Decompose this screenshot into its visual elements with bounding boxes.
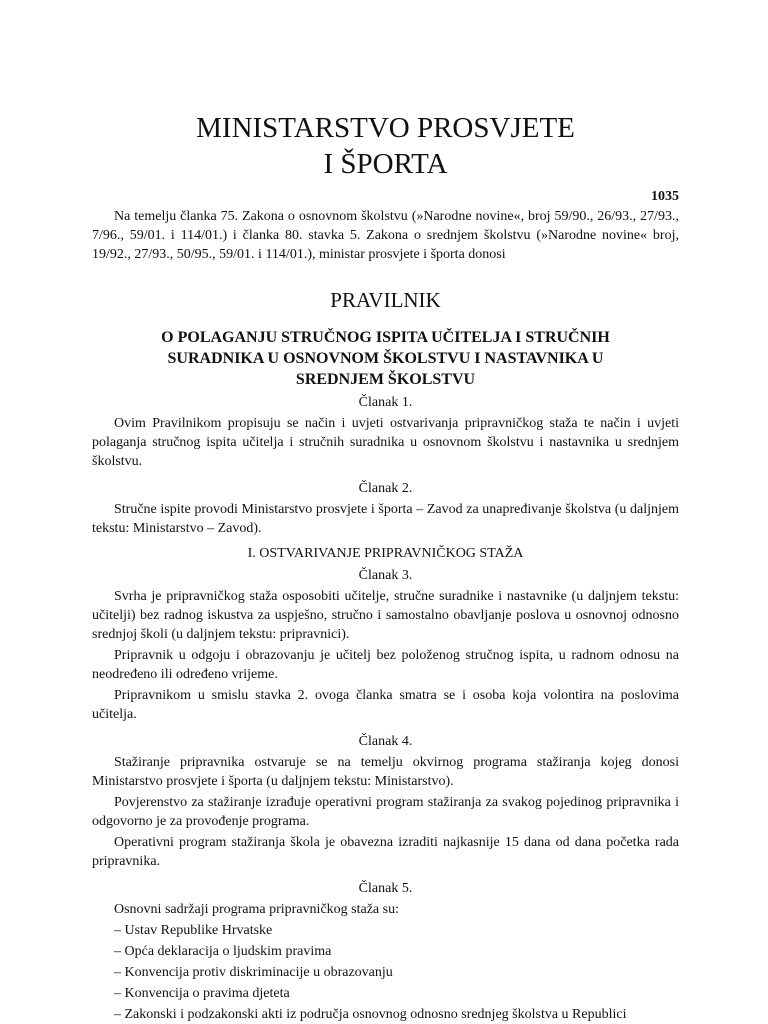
- article-2-heading: Članak 2.: [358, 481, 413, 496]
- regulation-subtitle-line2: SURADNIKA U OSNOVNOM ŠKOLSTVU I NASTAVNIKA U: [167, 350, 604, 367]
- document-number: 1035: [651, 189, 679, 204]
- article-4-heading: Članak 4.: [358, 734, 413, 749]
- article-5-paragraph-1: Osnovni sadržaji programa pripravničkog staža su:: [114, 902, 399, 917]
- regulation-subtitle-line3: SREDNJEM ŠKOLSTVU: [295, 371, 476, 388]
- article-3-paragraph-1: Svrha je pripravničkog staža osposobiti učitelje, stručne suradnike i nastavnike (u daljnjem tekstu: učitelji) bez radnog iskustva za uspješno, stručno i samostalno obavljanje poslova u osnovnoj odnosno srednjoj školi (u daljnjem tekstu: pripravnici).: [92, 589, 679, 642]
- list-item: – Konvencija protiv diskriminacije u obrazovanju: [114, 965, 393, 980]
- article-2-paragraph-1: Stručne ispite provodi Ministarstvo prosvjete i športa – Zavod za unapređivanje školstva (u daljnjem tekstu: Ministarstvo – Zavod).: [92, 502, 679, 536]
- list-item: – Konvencija o pravima djeteta: [114, 986, 290, 1001]
- regulation-subtitle-line1: O POLAGANJU STRUČNOG ISPITA UČITELJA I STRUČNIH: [161, 329, 610, 346]
- list-item: – Ustav Republike Hrvatske: [114, 923, 273, 938]
- ministry-title-line2: I ŠPORTA: [323, 148, 448, 180]
- regulation-subtitle: [92, 327, 679, 390]
- article-3-paragraph-2: Pripravnik u odgoju i obrazovanju je učitelj bez položenog stručnog ispita, u radnom odnosu na neodređeno ili određeno vrijeme.: [92, 648, 679, 682]
- regulation-title: PRAVILNIK: [330, 288, 441, 312]
- section-1-heading: I. OSTVARIVANJE PRIPRAVNIČKOG STAŽA: [247, 546, 524, 561]
- article-4-paragraph-1: Stažiranje pripravnika ostvaruje se na temelju okvirnog programa stažiranja kojeg donosi Ministarstvo prosvjete i športa (u daljnjem tekstu: Ministarstvo).: [92, 755, 679, 789]
- list-item: – Opća deklaracija o ljudskim pravima: [114, 944, 332, 959]
- ministry-title-line1: MINISTARSTVO PROSVJETE: [196, 112, 575, 144]
- document-page: [92, 0, 679, 1024]
- list-item: – Zakonski i podzakonski akti iz područja osnovnog odnosno srednjeg školstva u Republici: [114, 1007, 627, 1022]
- article-1-heading: Članak 1.: [358, 395, 413, 410]
- article-1-paragraph-1: Ovim Pravilnikom propisuju se način i uvjeti ostvarivanja pripravničkog staža te način i uvjeti polaganja stručnog ispita učitelja i stručnih suradnika u osnovnom školstvu i nastavnika u srednjem školstvu.: [92, 416, 679, 469]
- article-3-paragraph-3: Pripravnikom u smislu stavka 2. ovoga članka smatra se i osoba koja volontira na poslovima učitelja.: [92, 688, 679, 722]
- article-5-heading: Članak 5.: [358, 881, 413, 896]
- intro-paragraph: Na temelju članka 75. Zakona o osnovnom školstvu (»Narodne novine«, broj 59/90., 26/93., 27/93., 7/96., 59/01. i 114/01.) i članka 80. stavka 5. Zakona o srednjem školstvu (»Narodne novine« broj, 19/92., 27/93., 50/95., 59/01. i 114/01.), ministar prosvjete i športa donosi: [92, 209, 679, 262]
- article-3-heading: Članak 3.: [358, 568, 413, 583]
- ministry-title: [92, 0, 679, 182]
- article-4-paragraph-3: Operativni program stažiranja škola je obavezna izraditi najkasnije 15 dana od dana početka rada pripravnika.: [92, 835, 679, 869]
- article-4-paragraph-2: Povjerenstvo za stažiranje izrađuje operativni program stažiranja za svakog pojedinog pripravnika i odgovorno je za provođenje programa.: [92, 795, 679, 829]
